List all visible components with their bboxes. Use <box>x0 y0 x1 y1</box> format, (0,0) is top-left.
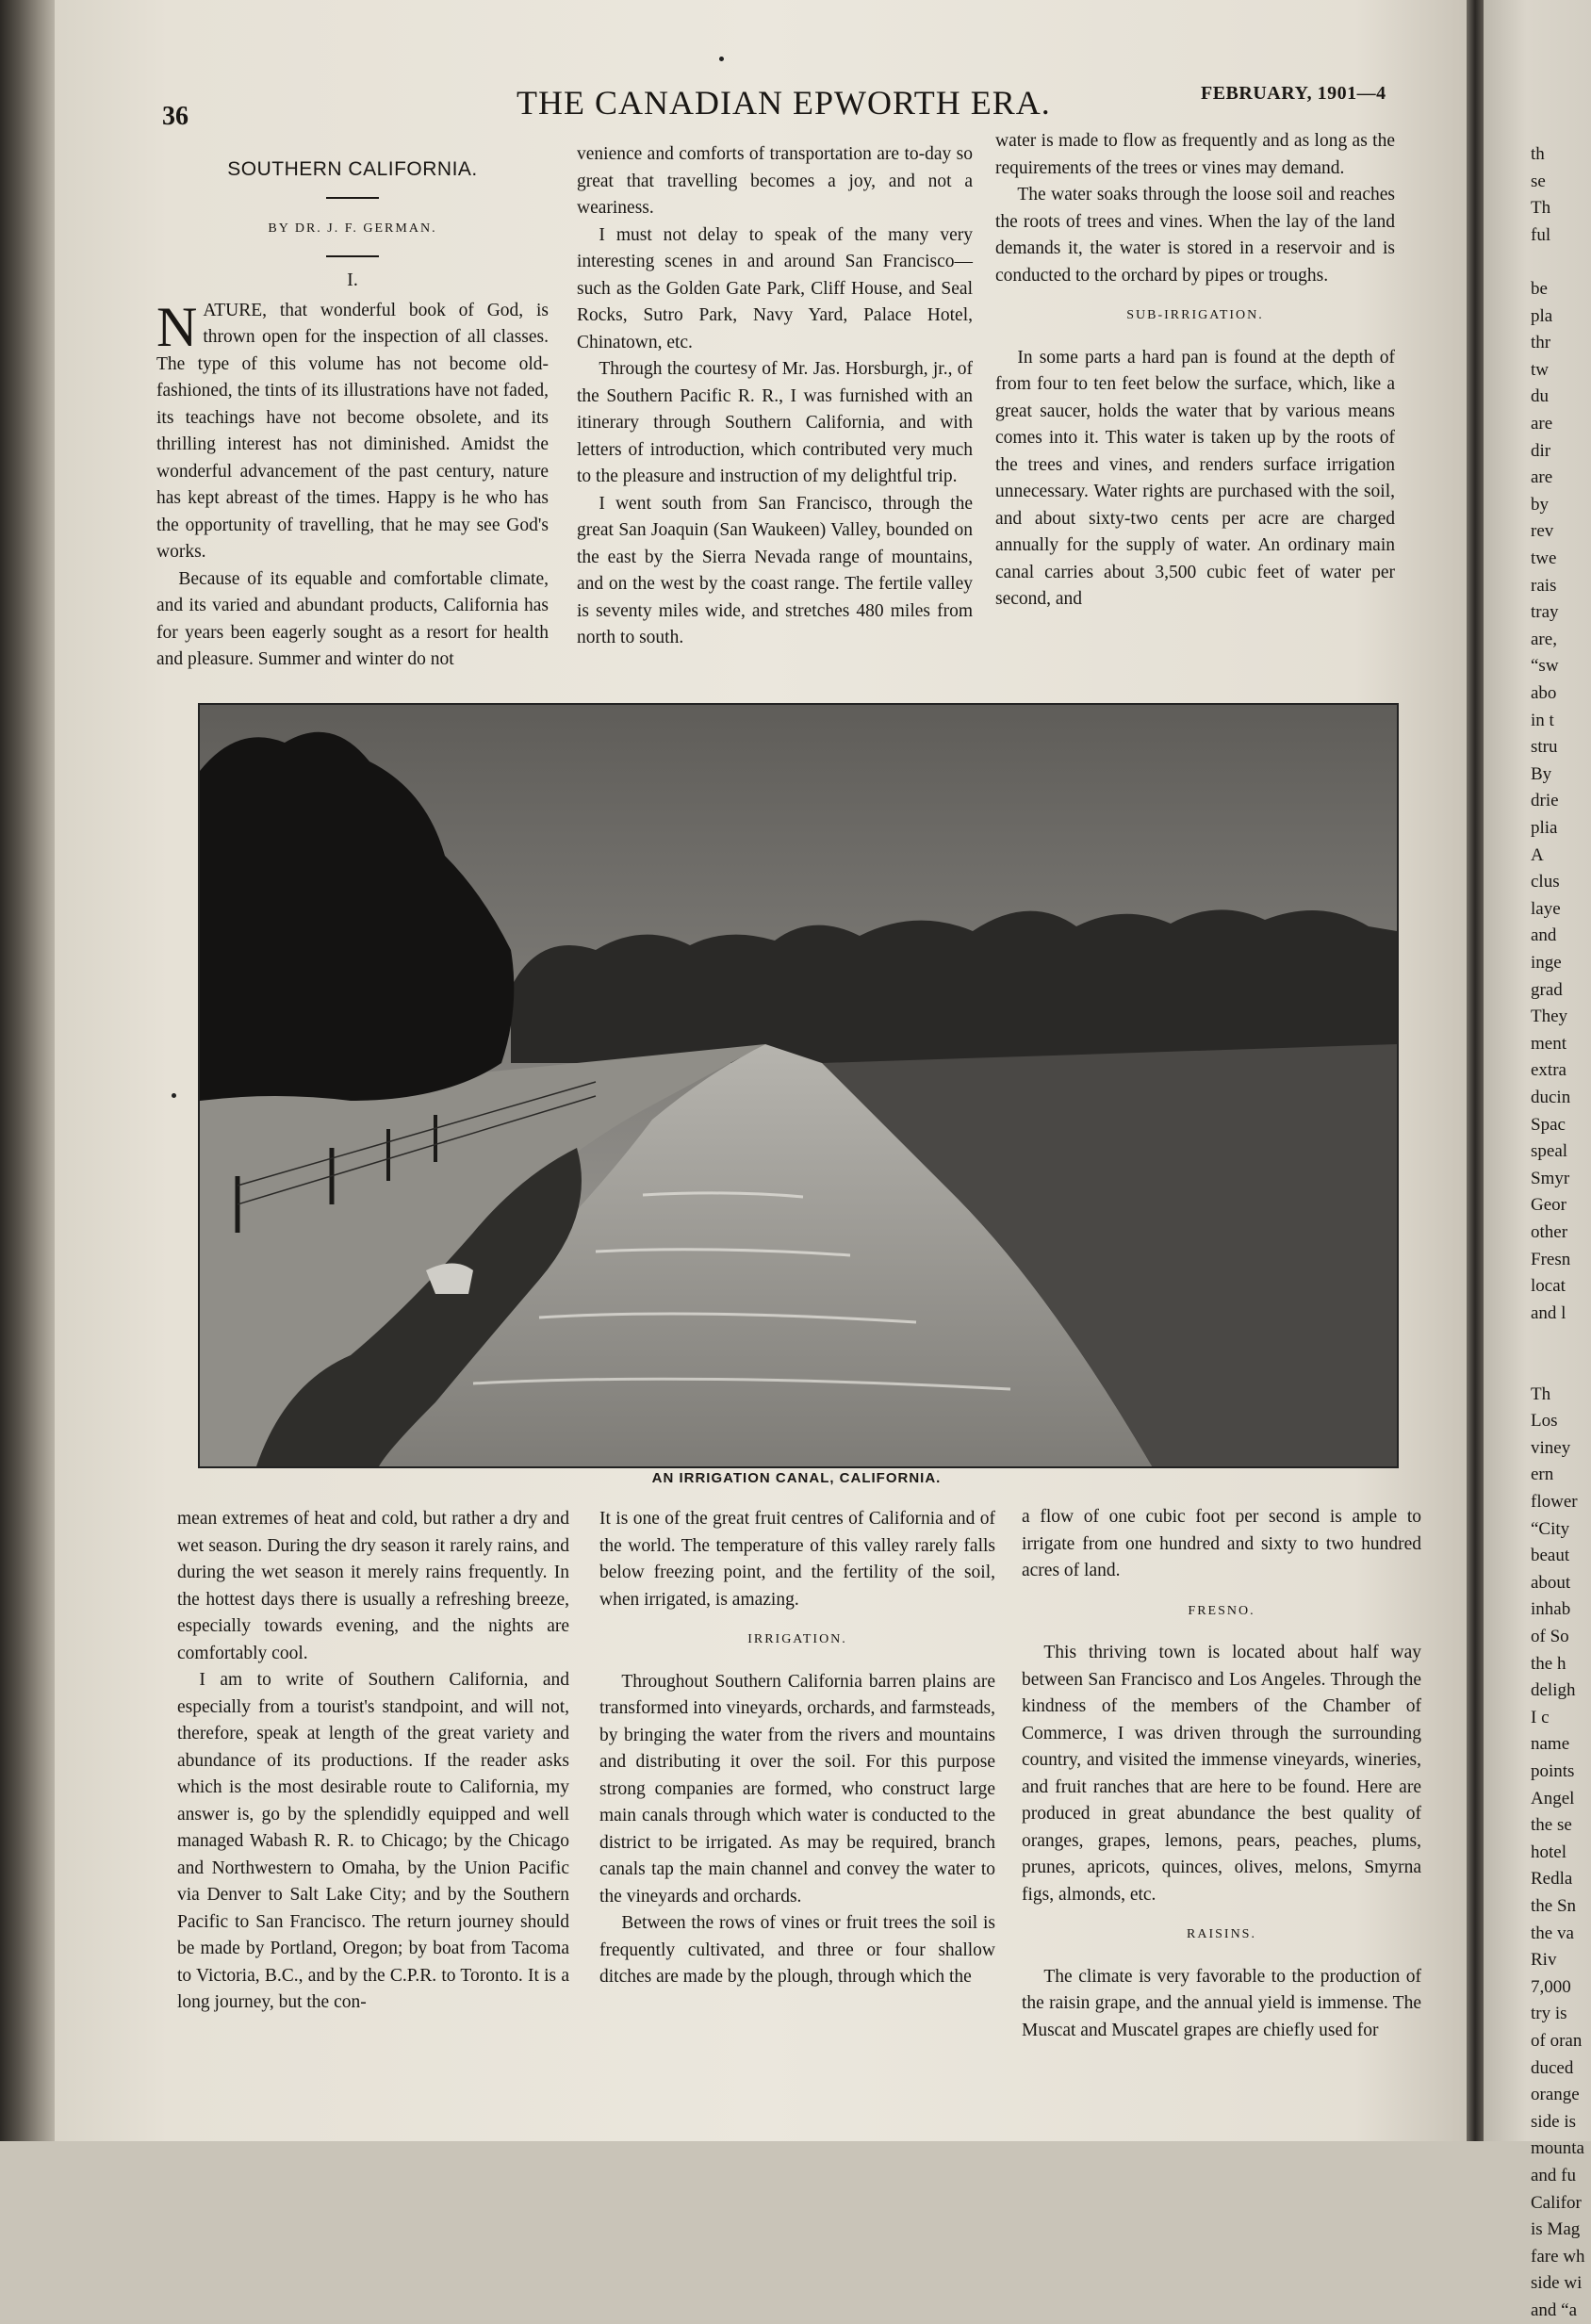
next-page-fragment: side is <box>1531 2111 1577 2132</box>
drop-cap: N <box>156 295 198 358</box>
next-page-fragment: ment <box>1531 1033 1566 1054</box>
paragraph: mean extremes of heat and cold, but rather a dry and wet season. During the dry season it rarely rains, and during the wet season it merely rains frequently. In the hottest days there is usually a refreshing breeze, especially towards evening, and the nights are comfortably cool. <box>177 1509 569 1663</box>
paragraph: a flow of one cubic foot per second is ample to irrigate from one hundred and sixty to two hundred acres of land. <box>1022 1507 1421 1580</box>
column-2-bottom <box>599 1506 995 1991</box>
next-page-fragment: other <box>1531 1222 1568 1242</box>
next-page-fragment: Los <box>1531 1411 1558 1432</box>
paragraph: water is made to flow as frequently and as long as the requirements of the trees or vines may demand. <box>995 131 1395 178</box>
print-speck <box>172 1093 176 1098</box>
next-page-fragment: and <box>1531 925 1557 946</box>
next-page-fragment: Califor <box>1531 2192 1582 2213</box>
next-page-fragment: laye <box>1531 898 1561 919</box>
page-fold <box>1467 0 1484 2141</box>
next-page-fragment: dir <box>1531 440 1551 461</box>
next-page-fragment: Angel <box>1531 1788 1575 1808</box>
next-page-fragment: 7,000 <box>1531 1976 1571 1997</box>
paragraph: I went south from San Francisco, through the great San Joaquin (San Waukeen) Valley, bounded on the east by the Sierra Nevada range of mountains, and on the west by the coast range. The fertile valley is seventy miles wide, and stretches 480 miles from north to south. <box>577 493 973 647</box>
next-page-fragment: ful <box>1531 224 1551 245</box>
section-heading-sub-irrigation: SUB-IRRIGATION. <box>1126 308 1264 322</box>
next-page-fragment: points <box>1531 1761 1575 1781</box>
next-page-fragment: deligh <box>1531 1680 1576 1701</box>
next-page-fragment: Smyr <box>1531 1168 1570 1188</box>
paragraph: I must not delay to speak of the many very interesting scenes in and around San Francisco—such as the Golden Gate Park, Cliff House, and Seal Rocks, Sutro Park, Navy Yard, Palace Hotel, Chinatown, etc. <box>577 224 973 352</box>
next-page-fragment: are, <box>1531 629 1557 649</box>
next-page-fragment: thr <box>1531 333 1551 353</box>
issue-date: FEBRUARY, 1901—4 <box>1201 83 1386 104</box>
next-page-fragment: and “a <box>1531 2300 1578 2320</box>
next-page-fragment: fare wh <box>1531 2246 1585 2267</box>
column-1-bottom <box>177 1506 569 2017</box>
next-page-fragment: viney <box>1531 1437 1571 1458</box>
paragraph: The water soaks through the loose soil and reaches the roots of trees and vines. When the lay of the land demands it, the water is stored in a reservoir and is conducted to the orchard by pipes or troughs. <box>995 185 1395 286</box>
next-page-fragment: abo <box>1531 683 1557 703</box>
column-3-top <box>995 128 1395 614</box>
page-number: 36 <box>162 102 189 131</box>
next-page-fragment: about <box>1531 1572 1571 1593</box>
paragraph: Through the courtesy of Mr. Jas. Horsburgh, jr., of the Southern Pacific R. R., I was furnished with an itinerary through Southern California, and with letters of introduction, which contributed very much to the pleasure and instruction of my delightful trip. <box>577 359 973 486</box>
paragraph: Because of its equable and comfortable climate, and its varied and abundant products, California has for years been eagerly sought as a resort for health and pleasure. Summer and winter do not <box>156 568 549 669</box>
next-page-fragment: orange <box>1531 2085 1580 2105</box>
paragraph: I am to write of Southern California, and especially from a tourist's standpoint, and will not, therefore, speak at length of the great variety and abundance of its productions. If the reader asks which is the most desirable route to California, my answer is, go by the splendidly equipped and well managed Wabash R. R. to Chicago; by the Chicago and Northwestern to Omaha, by the Union Pacific via Denver to Salt Lake City; and by the Southern Pacific to San Francisco. The return journey should be made by Portland, Oregon; by boat from Tacoma to Victoria, B.C., and by the C.P.R. to Toronto. It is a long journey, but the con- <box>177 1670 569 2012</box>
article-byline: BY DR. J. F. GERMAN. <box>268 221 437 236</box>
next-page-fragment: the Sn <box>1531 1896 1577 1916</box>
next-page-fragment: side wi <box>1531 2273 1583 2294</box>
next-page-fragment: Riv <box>1531 1950 1557 1971</box>
next-page-fragment: be <box>1531 279 1548 299</box>
next-page-fragment: Fresn <box>1531 1249 1571 1269</box>
next-page-fragment: the se <box>1531 1815 1572 1836</box>
column-3-bottom <box>1022 1504 1421 2044</box>
next-page-fragment: du <box>1531 386 1549 407</box>
next-page-fragment: extra <box>1531 1060 1566 1081</box>
next-page-fragment: grad <box>1531 979 1563 1000</box>
paragraph: It is one of the great fruit centres of California and of the world. The temperature of this valley rarely falls below freezing point, and the fertility of the soil, when irrigated, is amazing. <box>599 1509 995 1610</box>
next-page-fragment: th <box>1531 144 1545 164</box>
next-page-fragment: ern <box>1531 1465 1554 1485</box>
next-page-fragment: name <box>1531 1734 1570 1755</box>
next-page-fragment: the h <box>1531 1653 1566 1674</box>
next-page-fragment: Redla <box>1531 1869 1573 1890</box>
binding-gutter <box>0 0 55 2141</box>
paragraph: venience and comforts of transportation are to-day so great that travelling becomes a joy, and not a weariness. <box>577 144 973 218</box>
next-page-fragment: A <box>1531 844 1544 865</box>
next-page-fragment: of oran <box>1531 2031 1583 2051</box>
next-page-fragment: Th <box>1531 198 1551 219</box>
article-title: SOUTHERN CALIFORNIA. <box>227 158 478 180</box>
section-heading-fresno: FRESNO. <box>1188 1603 1255 1618</box>
paragraph: The climate is very favorable to the production of the raisin grape, and the annual yield is immense. The Muscat and Muscatel grapes are chiefly used for <box>1022 1966 1421 2040</box>
next-page-fragment: Geor <box>1531 1195 1566 1216</box>
next-page-fragment: the va <box>1531 1923 1574 1943</box>
next-page-fragment: I c <box>1531 1707 1550 1727</box>
next-page-fragment: by <box>1531 494 1549 515</box>
next-page-fragment: By <box>1531 763 1552 784</box>
next-page-fragment: rev <box>1531 521 1554 542</box>
byline-rule <box>326 255 379 257</box>
title-rule <box>326 197 379 199</box>
next-page-fragment: se <box>1531 171 1546 191</box>
next-page-fragment: are <box>1531 414 1553 434</box>
next-page-fragment: Spac <box>1531 1114 1566 1135</box>
irrigation-canal-photo <box>198 703 1399 1468</box>
next-page-fragment: speal <box>1531 1141 1568 1162</box>
next-page-fragment: inhab <box>1531 1599 1571 1620</box>
next-page-fragment: flower <box>1531 1492 1578 1512</box>
column-2-top <box>577 141 973 652</box>
next-page-fragment: “sw <box>1531 656 1559 677</box>
next-page-fragment: Th <box>1531 1383 1551 1404</box>
next-page-fragment: try is <box>1531 2004 1567 2024</box>
next-page-fragment: plia <box>1531 818 1558 838</box>
photo-illustration <box>200 705 1397 1466</box>
next-page-fragment: twe <box>1531 548 1557 568</box>
next-page-fragment: tray <box>1531 602 1559 623</box>
opening-paragraph: NATURE, that wonderful book of God, is thrown open for the inspection of all classes. The type of this volume has not become old-fashioned, the tints of its illustrations have not faded, its teachings have not become obsolete, and its thrilling interest has not diminished. Amidst the wonderful advancement of the past century, nature has kept abreast of the times. Happy is he who has the opportunity of travelling, that he may see God's works. <box>156 295 549 562</box>
section-heading-irrigation: IRRIGATION. <box>747 1632 847 1646</box>
next-page-fragment: of So <box>1531 1627 1569 1646</box>
paragraph: Throughout Southern California barren plains are transformed into vineyards, orchards, and farmsteads, by bringing the water from the rivers and mountains and distributing it over the soil. For this purpose strong companies are formed, who construct large main canals through which water is conducted to the district to be irrigated. As may be required, branch canals tap the main channel and convey the water to the vineyards and orchards. <box>599 1671 995 1907</box>
print-speck <box>719 57 724 61</box>
next-page-fragment: and l <box>1531 1302 1566 1323</box>
paragraph: Between the rows of vines or fruit trees the soil is frequently cultivated, and three or four shallow ditches are made by the plough, through which the <box>599 1913 995 1987</box>
next-page-fragment: inge <box>1531 953 1562 973</box>
next-page-fragment: are <box>1531 467 1553 488</box>
next-page-fragment: pla <box>1531 305 1553 326</box>
next-page-fragment: tw <box>1531 359 1549 380</box>
part-number: I. <box>347 270 358 290</box>
next-page-fragment: and fu <box>1531 2166 1577 2185</box>
section-heading-raisins: RAISINS. <box>1187 1927 1256 1941</box>
next-page-fragment: hotel <box>1531 1841 1566 1862</box>
paragraph: This thriving town is located about half way between San Francisco and Los Angeles. Through the kindness of the members of the Chamber of Commerce, I was driven through the surrounding country, and visited the immense vineyards, wineries, and fruit ranches that are here to be found. Here are produced in great abundance the best quality of oranges, grapes, lemons, pears, peaches, plums, prunes, apricots, quinces, olives, melons, Smyrna figs, almonds, etc. <box>1022 1643 1421 1905</box>
next-page-fragment: beaut <box>1531 1546 1570 1566</box>
next-page-fragment: “City <box>1531 1518 1570 1539</box>
next-page-fragment: They <box>1531 1007 1568 1027</box>
next-page-fragment: duced <box>1531 2057 1574 2078</box>
paragraph: In some parts a hard pan is found at the depth of from four to ten feet below the surface, which, like a great saucer, holds the water that by various means comes into it. This water is taken up by the roots of the trees and vines, and renders surface irrigation unnecessary. Water rights are purchased with the soil, and about sixty-two cents per acre are charged annually for the supply of water. An ordinary main canal carries about 3,500 cubic feet of water per second, and <box>995 347 1395 609</box>
next-page-fragment: stru <box>1531 737 1558 758</box>
journal-title: THE CANADIAN EPWORTH ERA. <box>517 84 1051 122</box>
next-page-fragment: clus <box>1531 872 1560 892</box>
figure-caption: AN IRRIGATION CANAL, CALIFORNIA. <box>651 1470 942 1486</box>
next-page-fragment: drie <box>1531 791 1559 811</box>
column-1-top <box>156 156 549 674</box>
next-page-fragment: is Mag <box>1531 2219 1581 2240</box>
next-page-fragment: mounta <box>1531 2138 1584 2159</box>
next-page-fragment: rais <box>1531 575 1557 596</box>
next-page-fragment: locat <box>1531 1276 1566 1297</box>
next-page-fragment: in t <box>1531 710 1554 730</box>
next-page-fragment: ducin <box>1531 1088 1571 1107</box>
